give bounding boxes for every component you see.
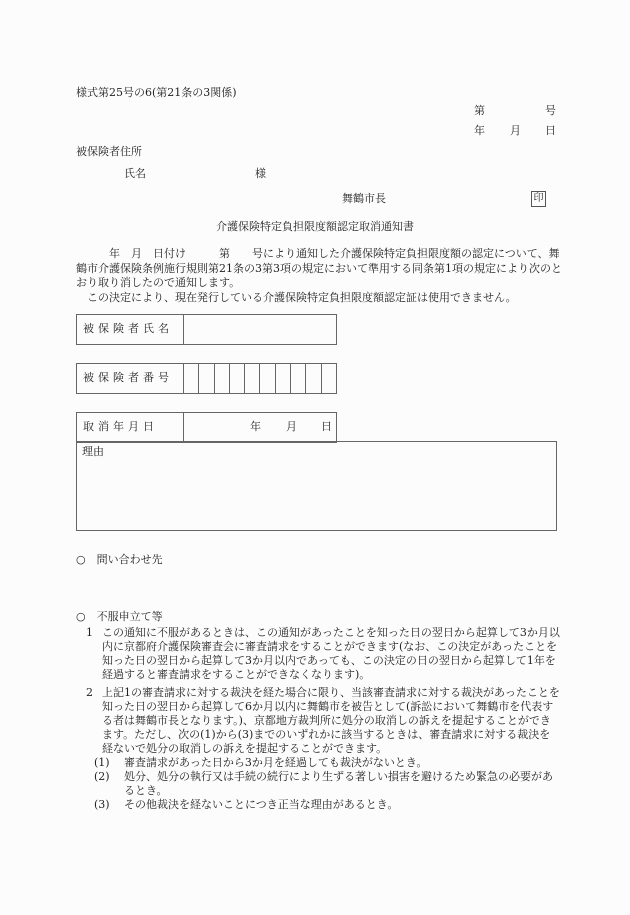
issuer: 舞鶴市長 <box>342 192 386 205</box>
insured-number-digit[interactable] <box>230 364 245 393</box>
doc-number-prefix: 第 <box>474 104 485 117</box>
insured-number-label: 被保険者番号 <box>77 364 184 393</box>
insured-number-digit[interactable] <box>184 364 199 393</box>
cancel-date-row <box>76 412 337 443</box>
insured-address-label: 被保険者住所 <box>76 145 142 158</box>
body-paragraph-2: この決定により、現在発行している介護保険特定負担限度額認定証は使用できません。 <box>87 290 517 304</box>
appeal-item <box>86 686 560 756</box>
cancel-date-label: 取消年月日 <box>77 413 184 442</box>
insured-number-digit[interactable] <box>245 364 260 393</box>
reason-box[interactable] <box>76 441 557 531</box>
form-number: 様式第25号の6(第21条の3関係) <box>76 86 237 99</box>
appeal-subitem-number: (3) <box>94 798 110 811</box>
insured-number-cells <box>184 364 336 393</box>
appeal-subitem-number: (2) <box>94 770 110 783</box>
appeal-item-text: 上記1の審査請求に対する裁決を経た場合に限り、当該審査請求に対する裁決があったことを知った日の翌日から起算して6か月以内に舞鶴市を被告として(訴訟において舞鶴市を代表する者は舞鶴市長となります。)、京都地方裁判所に処分の取消しの訴えを提起することができます。ただし、次の(1)から(3)までのいずれかに該当するときは、審査請求に対する裁決を経ないで処分の取消しの訴えを提起することができます。 <box>102 686 560 755</box>
insured-number-digit[interactable] <box>291 364 306 393</box>
insured-number-digit[interactable] <box>199 364 214 393</box>
body-text <box>76 247 562 305</box>
appeal-subitem-text: 処分、処分の執行又は手続の続行により生ずる著しい損害を避けるため緊急の必要があるとき。 <box>124 770 553 797</box>
insured-number-digit[interactable] <box>276 364 291 393</box>
insured-number-digit[interactable] <box>215 364 230 393</box>
cancel-date-field[interactable] <box>184 413 336 442</box>
cancel-date-month: 月 <box>286 420 297 433</box>
honorific: 様 <box>255 167 266 180</box>
appeal-subitem <box>94 770 560 798</box>
appeal-item <box>86 626 560 682</box>
appeal-item-text: この通知に不服があるときは、この通知があったことを知った日の翌日から起算して3か月以内に京都府介護保険審査会に審査請求をすることができます(なお、この決定があったことを知った日の翌日から起算して3か月以内であっても、この決定の日の翌日から起算して1年を経過すると審査請求をすることができなくなります)。 <box>102 626 560 681</box>
insured-name-label: 被保険者氏名 <box>77 315 184 344</box>
contact-heading: ○ 問い合わせ先 <box>76 553 163 566</box>
date-month: 月 <box>510 124 521 137</box>
cancel-date-year: 年 <box>250 420 261 433</box>
appeal-list <box>86 626 560 812</box>
seal-icon: 印 <box>531 191 546 207</box>
name-label: 氏名 <box>124 167 146 180</box>
insured-name-row <box>76 314 337 345</box>
doc-number-suffix: 号 <box>545 104 556 117</box>
date-day: 日 <box>545 124 556 137</box>
appeal-subitem <box>94 798 560 812</box>
document-title: 介護保険特定負担限度額認定取消通知書 <box>216 220 414 233</box>
insured-number-digit[interactable] <box>322 364 336 393</box>
appeal-item-number: 1 <box>86 626 93 639</box>
date-year: 年 <box>474 124 485 137</box>
insured-name-field[interactable] <box>184 315 336 344</box>
cancel-date-day: 日 <box>321 420 332 433</box>
appeal-subitem-text: その他裁決を経ないことにつき正当な理由があるとき。 <box>124 798 399 811</box>
insured-number-digit[interactable] <box>306 364 321 393</box>
appeal-subitem-number: (1) <box>94 756 110 769</box>
insured-number-row <box>76 363 337 394</box>
reason-label: 理由 <box>82 445 104 458</box>
appeal-heading: ○ 不服申立て等 <box>76 610 163 623</box>
appeal-subitem <box>94 756 560 770</box>
appeal-item-number: 2 <box>86 686 93 699</box>
insured-number-digit[interactable] <box>260 364 275 393</box>
body-paragraph-1: 年 月 日付け 第 号により通知した介護保険特定負担限度額の認定について、舞鶴市介護保険条例施行規則第21条の3第3項の規定において準用する同条第1項の規定により次のとおり取り消したので通知します。 <box>76 247 562 289</box>
appeal-subitem-text: 審査請求があった日から3か月を経過しても裁決がないとき。 <box>124 756 428 769</box>
